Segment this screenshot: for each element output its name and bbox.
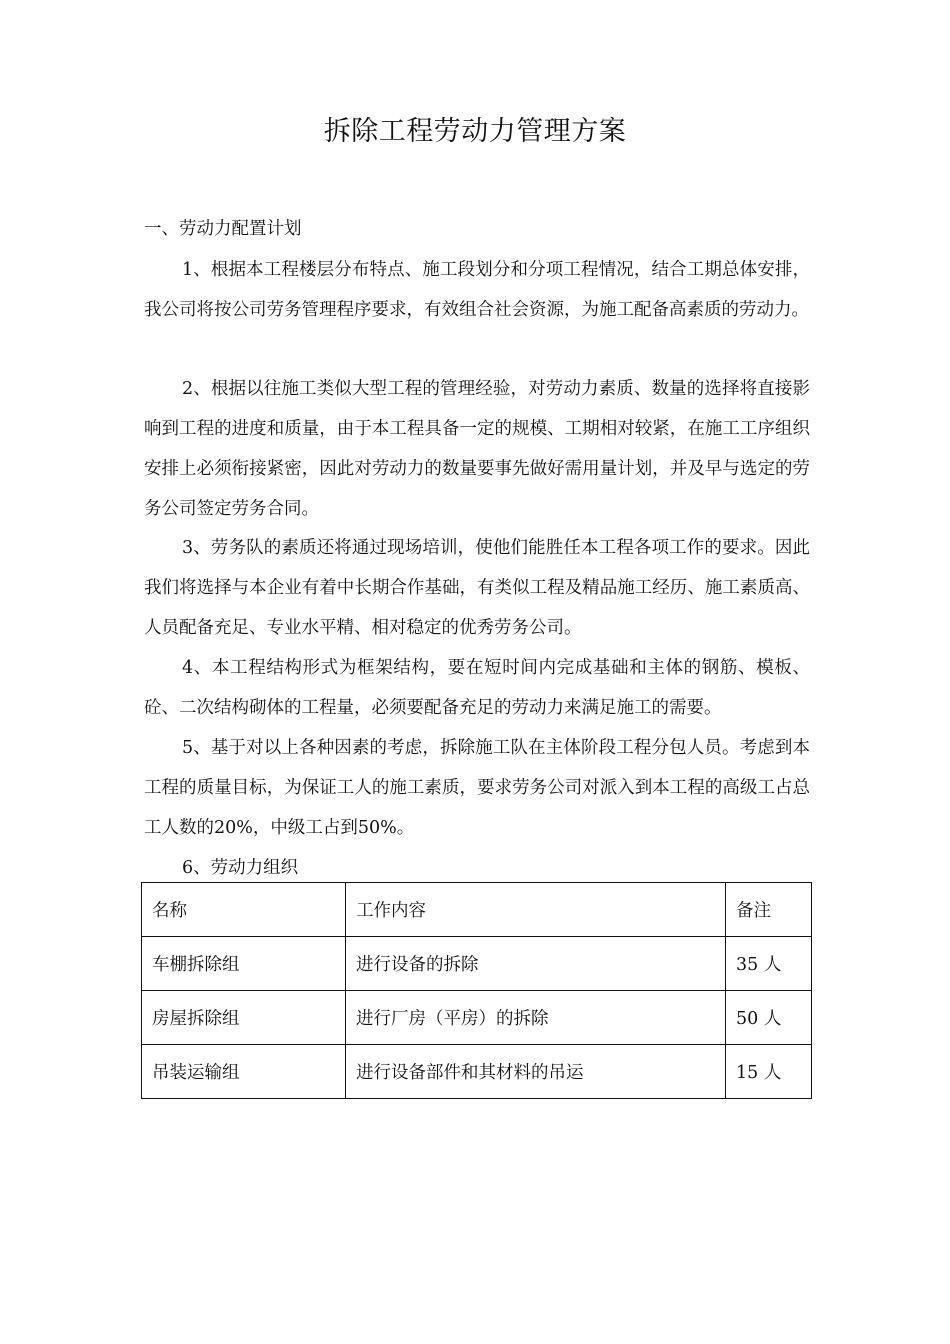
- cell-work-content: 进行设备部件和其材料的吊运: [346, 1045, 726, 1099]
- paragraph-1: 1、根据本工程楼层分布特点、施工段划分和分项工程情况，结合工期总体安排，我公司将按公司劳务管理程序要求，有效组合社会资源，为施工配备高素质的劳动力。: [144, 260, 810, 320]
- header-cell-work-content: 工作内容: [346, 883, 726, 937]
- paragraph-3: 3、劳务队的素质还将通过现场培训，使他们能胜任本工程各项工作的要求。因此我们将选择与本企业有着中长期合作基础，有类似工程及精品施工经历、施工素质高、人员配备充足、专业水平精、相对稳定的优秀劳务公司。: [144, 538, 810, 638]
- section-heading: 一、劳动力配置计划: [144, 219, 302, 239]
- document-title: 拆除工程劳动力管理方案: [323, 116, 627, 147]
- cell-work-content: 进行设备的拆除: [346, 937, 726, 991]
- table-row: [142, 1045, 812, 1099]
- labor-organization-table: [141, 882, 812, 1099]
- table-row: [142, 937, 812, 991]
- table-row: [142, 991, 812, 1045]
- paragraph-5: 5、基于对以上各种因素的考虑，拆除施工队在主体阶段工程分包人员。考虑到本工程的质量目标，为保证工人的施工素质，要求劳务公司对派入到本工程的高级工占总工人数的20%，中级工占到50%。: [144, 738, 810, 838]
- cell-headcount: 15 人: [726, 1045, 812, 1099]
- cell-headcount: 50 人: [726, 991, 812, 1045]
- table-heading: 6、劳动力组织: [182, 858, 299, 878]
- paragraph-2: 2、根据以往施工类似大型工程的管理经验，对劳动力素质、数量的选择将直接影响到工程的进度和质量，由于本工程具备一定的规模、工期相对较紧，在施工工序组织安排上必须衔接紧密，因此对劳动力的数量要事先做好需用量计划，并及早与选定的劳务公司签定劳务合同。: [144, 379, 810, 519]
- header-cell-remarks: 备注: [726, 883, 812, 937]
- cell-group-name: 房屋拆除组: [142, 991, 346, 1045]
- cell-group-name: 车棚拆除组: [142, 937, 346, 991]
- cell-headcount: 35 人: [726, 937, 812, 991]
- cell-group-name: 吊装运输组: [142, 1045, 346, 1099]
- paragraph-4: 4、本工程结构形式为框架结构，要在短时间内完成基础和主体的钢筋、模板、砼、二次结构砌体的工程量，必须要配备充足的劳动力来满足施工的需要。: [144, 658, 810, 718]
- header-cell-name: 名称: [142, 883, 346, 937]
- table-header-row: [142, 883, 812, 937]
- cell-work-content: 进行厂房（平房）的拆除: [346, 991, 726, 1045]
